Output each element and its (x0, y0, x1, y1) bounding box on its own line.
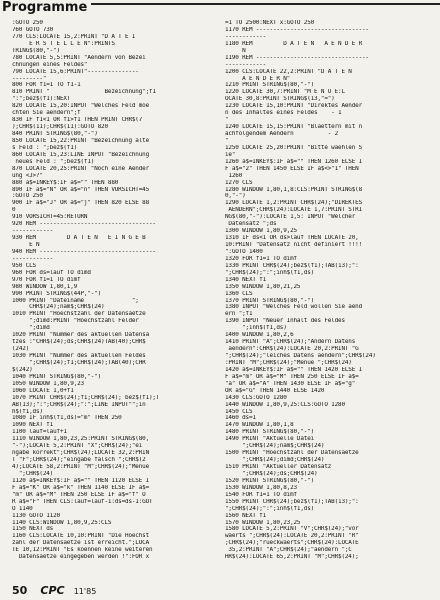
page-footer (12, 579, 96, 595)
code-line: 1090 NEXT f1 (12, 422, 54, 429)
code-line: 1110 WINDOW 1,80,23,25:PRINT STRING$(80, (12, 436, 149, 443)
code-line: 1000 PRINT "Dateiname "; (12, 297, 139, 304)
code-line: 1160 CLS:LOCATE 10,10:PRINT "Die Hoechst (12, 533, 149, 540)
code-line: 1530 WINDOW 1,80,8,23 (225, 484, 297, 491)
code-line: 1290 LOCATE 1,2:PRINT CHR$(24);"DIREKTES (225, 200, 362, 207)
code-line: 1500 PRINT "Hoechstzahl der Datensaetze (225, 450, 359, 457)
code-line: 1050 WINDOW 1,80,9,23 (12, 380, 84, 387)
code-line: 830 IF f1<1 OR f1>f1 THEN PRINT CHR$(7 (12, 117, 143, 124)
code-line: 930 REM D A T E N E I N G E B (12, 235, 146, 242)
code-line: ------------ (12, 228, 54, 235)
code-line: $(242) (12, 366, 33, 373)
code-line: 1450 CLS (225, 408, 253, 415)
code-line: AB(13);":";CHR$(24);":";LINE INPUT"";in (12, 401, 146, 408)
code-line: ";inh$(f1,ds) (225, 325, 287, 332)
code-line: 1030 PRINT "Nummer des aktuellen Feldes (12, 353, 146, 359)
code-line: "m" OR a$="M" THEN 250 ELSE IF a$="f" O (12, 491, 146, 498)
code-line: 1130 GOTO 1120 (12, 512, 60, 519)
code-line: 960 FOR ds=lauf TO dimd (12, 269, 91, 276)
code-line: 950 CLS (12, 262, 36, 269)
code-line: zahl der Datensaetze ist erreicht.";LOCA (12, 540, 149, 547)
code-line: ------------ (225, 33, 267, 40)
code-line: "a" OR a$="A" THEN 1430 ELSE IF a$="g" (225, 380, 356, 387)
listing-column-left (12, 20, 217, 578)
code-line: 1420 a$=INKEY$:IF a$="" THEN 1420 ELSE I (225, 366, 362, 373)
code-line: F a$="m" OR a$="M" THEN 250 ELSE IF a$= (225, 373, 359, 380)
code-line: 1510 PRINT "Aktueller Datensatz (225, 464, 332, 470)
code-line: 1230 LOCATE 15,10:PRINT "Direktes Aender (225, 103, 362, 110)
code-line: 850 LOCATE 15,22:PRINT "Bezeichnung alte (12, 137, 149, 144)
code-line: E R S T E L L E N":PRINTS (12, 40, 115, 47)
code-line: 1250 LOCATE 25,20:PRINT "Bitte waehlen S (225, 144, 362, 151)
code-line: 1020 PRINT "Nummer des aktuellen Datensa (12, 332, 149, 339)
magazine-name: CPC (40, 584, 65, 597)
code-line: 920 REM ---------------------------------- (12, 221, 156, 228)
code-line: (242) (12, 346, 30, 353)
code-line: 1100 lauf=lauf+1 (12, 429, 67, 436)
code-line: chnungen eines Feldes" (12, 61, 88, 68)
code-line: 1180 REM D A T E N A E N D E R (225, 40, 362, 47)
code-line: 770 CLS:LOCATE 15,2:PRINT "D A T E I (12, 33, 136, 40)
code-line: aendern":CHR$(24):LOCATE 20,2:PRINT "G (225, 346, 359, 353)
code-line: 1550 PRINT CHR$(24);bez$(f1);TAB(13);": (225, 498, 359, 505)
code-line: F a$="2" THEN 1450 ELSE IF a$<>"1" THEN (225, 165, 359, 172)
code-line: 1430 CLS:GOTO 1280 (225, 394, 287, 401)
code-line: 890 IF a$="N" OR a$="n" THEN VORSICHT=45 (12, 186, 149, 193)
code-line: ";CHR$(24);":";inh$(f1,ds) (225, 269, 315, 276)
code-line: 760 GOTO 730 (12, 26, 54, 33)
code-line: 1280 WINDOW 1,80,1,8:CLS:PRINT STRING$(8 (225, 186, 362, 193)
code-line: ngabe korrekt";CHR$(24);LOCATE 32,2:PRIN (12, 450, 149, 457)
code-line: 1490 PRINT "Aktuelle Datei (225, 436, 315, 443)
code-line: 940 REM ---------------------------------- (12, 248, 156, 255)
code-line: chten Sie aendern";f (12, 110, 81, 117)
code-line: 1150 NEXT ds (12, 526, 54, 533)
code-line: =1 TO 2500:NEXT x:GOTO 250 (225, 20, 315, 26)
code-line: 1270 CLS (225, 179, 253, 186)
code-line: ---------" (12, 75, 47, 82)
code-line: 1570 WINDOW 1,80,23,25 (225, 519, 301, 526)
code-line: ":GOTO 1400 (225, 248, 263, 255)
code-line: "-");LOCATE 5,2:PRINT "X";CHR$(24);"ei (12, 443, 143, 450)
code-line: ie" (225, 151, 236, 158)
code-line: 1580 LOCATE 5,2:PRINT "V";CHR$(24);"vor (225, 526, 359, 533)
code-line: 1260 a$=INKEY$:IF a$="" THEN 1260 ELSE I (225, 158, 362, 165)
code-line: 1010 PRINT "Hoechstzahl der Datensaetze (12, 311, 146, 318)
code-line: s Feld : ";bez$(f1) (12, 144, 78, 151)
code-line: F a$="K" OR a$="k" THEN 1140 ELSE IF a$= (12, 484, 149, 491)
section-header (0, 0, 440, 18)
code-line: Datensatz ";ds (225, 221, 277, 228)
code-line: 10:PRINT "Datensatz nicht definiert !!!! (225, 242, 362, 248)
code-line: :GOTO 250 (12, 20, 43, 26)
code-line: ";dimd (12, 325, 50, 332)
code-line: h$(f1,ds) (12, 408, 43, 415)
code-line: 1390 INPUT "Neuer Inhalt des Feldes (225, 318, 345, 325)
code-line: 820 LOCATE 15,20:INPUT "Welches Feld moe (12, 103, 149, 110)
code-line: ";CHR$(24);dimd;CHR$(24) (225, 457, 325, 464)
code-line: E N (12, 242, 40, 248)
code-line: 910 VORSICHT=45:RETURN (12, 214, 88, 221)
issue-label: 11'85 (73, 587, 97, 596)
code-line: O 1140 (12, 505, 33, 512)
code-line: ------------ (12, 255, 54, 262)
code-line: 1410 PRINT "A";CHR$(24);"Andern Datens (225, 339, 356, 346)
code-line: 1360 CLS (225, 290, 253, 297)
code-line: ;CHR$(24);"rueckwaerts";CHR$(24):LOCATE (225, 540, 359, 547)
code-line: 1380 INPUT "Welches Feld wollen Sie aend (225, 304, 362, 311)
code-line: TRING$(80,"-") (12, 47, 60, 54)
code-line: Datensaetze eingegeben werden !":FOR x (12, 554, 149, 561)
code-line: 1240 LOCATE 15,15:PRINT "Blaettern mit n (225, 124, 362, 131)
code-line: 780 LOCATE 5,5:PRINT "Aendern von Bezei (12, 54, 146, 61)
code-line: 900 IF a$="J" OR a$="j" THEN 820 ELSE 88 (12, 200, 149, 207)
code-line: :GOTO 250 (12, 193, 43, 200)
page-number: 50 (12, 584, 28, 597)
code-line: 0 (12, 207, 16, 214)
code-line: 1140 CLS:WINDOW 1,80,9,25:CLS (12, 519, 112, 526)
code-line: ";CHR$(24);nam$;CHR$(24) (225, 443, 325, 450)
code-line: 1340 NEXT f1 (225, 276, 267, 283)
code-line: ------------ (225, 61, 267, 68)
code-line: 800 FOR f1=1 TO f1-1 (12, 82, 81, 89)
code-line: 880 a$=INKEY$:IF a$="" THEN 880 (12, 179, 119, 186)
code-line: A E N D E R N" (225, 75, 291, 82)
code-line: ";dimd:PRINT "Hoechstzahl Felder (12, 318, 139, 325)
code-line: R a$="F" THEN CLS:lauf=lauf-1:ds=ds-1:GOT (12, 498, 153, 505)
code-line: :PRINT "M";CHR$(24);"Menue ";CHR$(24) (225, 359, 352, 366)
code-line: 1120 a$=INKEY$:IF a$="" THEN 1120 ELSE I (12, 477, 149, 484)
code-line: T "F";CHR$(24);"eingabe falsch ";CHR$(2 (12, 457, 146, 464)
code-line: 1470 WINDOW 1,80,1,8 (225, 422, 294, 429)
code-line: 1320 FOR f1=1 TO dimf (225, 255, 297, 262)
code-line: 1260 (225, 172, 243, 179)
listing-column-right (225, 20, 430, 578)
code-line: 990 PRINT STRING$(44P,"-") (12, 290, 102, 297)
code-line: 1560 NEXT f1 (225, 512, 267, 519)
code-line: 1400 WINDOW 1,80,2,6 (225, 332, 294, 339)
code-line: ";CHR$(24);":";inh$(f1,ds) (225, 505, 315, 512)
code-line: " (225, 137, 229, 144)
code-line: 860 LOCATE 15,23:LINE INPUT "Bezeichnung (12, 151, 149, 158)
code-line: ":";bez$(f1):NEXT (12, 96, 71, 103)
code-line: 1300 WINDOW 1,80,9,25 (225, 228, 297, 235)
code-line: 1350 WINDOW 1,80,21,25 (225, 283, 301, 290)
code-line: waerts ";CHR$(24):LOCATE 20,2:PRINT "R" (225, 533, 359, 540)
code-line: 1220 LOCATE 30,7:PRINT "M E N U E:L (225, 89, 345, 96)
code-line: ";CHR$(24);"leiches Datens aendern";CHR$(24) (225, 353, 376, 359)
code-line: TE 10,12:PRINT "Es koennen keine weiteren (12, 547, 153, 554)
code-line: OCATE 30,8:PRINT STRING$(13,"=") (225, 96, 335, 103)
code-line: " (225, 117, 229, 124)
code-line: 1210 PRINT STRING$(80,"-") (225, 82, 315, 89)
code-line: 970 FOR f1=1 TO dimf (12, 276, 81, 283)
code-line: 1200 CLS:LOCATE 22,2:PRINT "D A T E N (225, 68, 352, 75)
code-line: OR a$="G" THEN 1440 ELSE 1420 (225, 387, 325, 394)
code-line: 870 LOCATE 20,25:PRINT "Noch eine Aender (12, 165, 149, 172)
code-line: 4);LOCATE 58,2:PRINT "M";CHR$(24);"Menue (12, 464, 149, 470)
code-line: );CHR$(11);CHR$(11):GOTO 820 (12, 124, 108, 131)
code-line: 1190 REM --------------------------------- (225, 54, 369, 61)
code-line: 1060 LOCATE 1,0+f1 (12, 387, 74, 394)
code-line: 1370 PRINT STRING$(80,"-") (225, 297, 315, 304)
code-line: 1170 REM --------------------------------- (225, 26, 369, 33)
code-line: ";CHR$(24);ds;CHR$(24) (225, 470, 318, 477)
code-line: ern ";f1 (225, 311, 253, 318)
code-line: 840 PRINT STRING$(80,"-") (12, 131, 98, 137)
code-line: ung <J>?" (12, 172, 43, 179)
code-line: 1440 WINDOW 1,80,9,25:CLS:GOTO 1280 (225, 401, 345, 408)
code-line: 790 LOCATE 15,6:PRINT"--------------- (12, 68, 139, 75)
code-line: n des Inhaltes eines Feldes - 1 (225, 110, 342, 117)
code-line: 1040 PRINT STRING$(80,"-") (12, 373, 102, 380)
code-line: 1080 IF inh$(f1,ds)="m" THEN 250 (12, 415, 122, 422)
code-line: achfolgendem Aendern - 2 (225, 131, 339, 137)
code-line: 1310 IF ds<1 OR ds>lauf THEN LOCATE 20, (225, 235, 359, 242)
code-line: 810 PRINT " Bezeichnung";f1 (12, 89, 156, 96)
code-line: 980 WINDOW 1,80,1,9 (12, 283, 78, 290)
code-line: tzes :"CHR$(24);ds;CHR$(24)TAB(40);CHR$ (12, 339, 146, 346)
code-line: ";CHR$(24) (12, 470, 54, 477)
code-line: 1070 PRINT CHR$(24);f1;CHR$(24); bez$(f1);T (12, 394, 160, 401)
code-line: HR$(24):LOCATE 65,2:PRINT "M";CHR$(24); (225, 554, 359, 561)
code-line: AENDERN";CHR$(24):LOCATE 1,7:PRINT STRI (225, 207, 362, 214)
section-title: Programme (0, 0, 91, 15)
code-line: neues Feld : ";bez$(f1) (12, 158, 95, 165)
code-line: 1460 ds=1 (225, 415, 256, 422)
code-line: NG$(80,"-"):LOCATE 1,5: INPUT "Welcher (225, 214, 356, 221)
code-line: 0,"-") (225, 193, 246, 200)
code-line: 1540 FOR f1=1 TO dimf (225, 491, 297, 498)
code-line: N (225, 47, 246, 54)
code-line: CHR$(24);nam$;CHR$(24) (12, 304, 105, 311)
code-line: 1520 PRINT STRING$(80,"-") (225, 477, 315, 484)
code-line: 1480 PRINT STRING$(80,"-") (225, 429, 315, 436)
code-line: ";CHR$(24);f1;CHR$(24);TAB(40);CHR (12, 359, 146, 366)
code-line: 1330 PRINT CHR$(24);bez$(f1);TAB(13);": (225, 262, 359, 269)
code-line: 35,2:PRINT "A";CHR$(24);"aendern ";C (225, 547, 352, 554)
